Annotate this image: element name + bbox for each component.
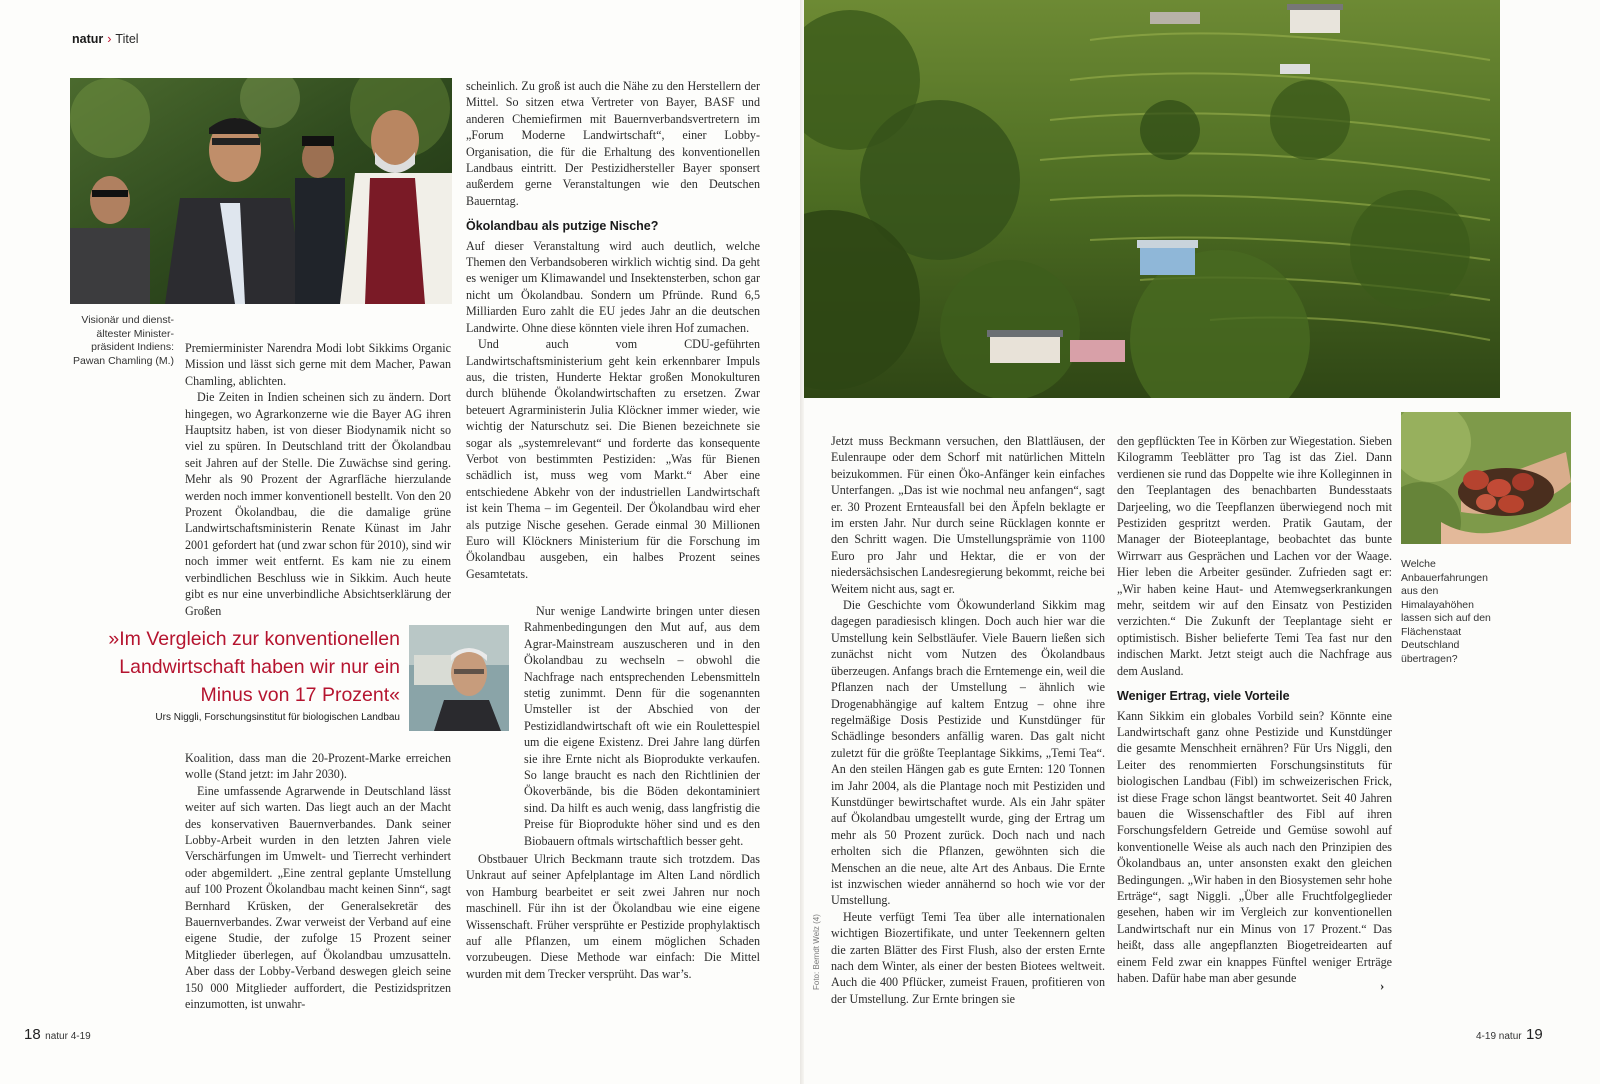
- paragraph: Obstbauer Ulrich Beckmann traute sich trotzdem. Das Unkraut auf seiner Apfelplantage im Alten Land nördlich von Hamburg bearbeitet er seit zwei Jahren nur noch maschinell. Für ihn ist der Ökolandbau wie eine eigene Wissenschaft. Früher versprühte er Pestizide prophylaktisch auf alle Pflanzen, um einem möglichen Schaden vorzubeugen. Diese Methode war einfach: Die Mittel wurden mit dem Trecker versprüht. Das war’s.: [466, 852, 760, 981]
- subheading-nische: Ökolandbau als putzige Nische?: [466, 219, 659, 234]
- page-number: 19: [1526, 1026, 1543, 1043]
- paragraph: Jetzt muss Beckmann versuchen, den Blattläusen, der Eulenraupe oder dem Schorf mit natürlichen Mitteln beizukommen. Für einen Öko-Anfänger kein einfaches Unterfangen. „Das ist wie nochmal neu anfangen“, sagt er. 30 Prozent Ernteausfall bei den Äpfeln beklagte er im ersten Jahr. Nur durch seine Rücklagen konnte er den Schritt wagen. Die Umstellungsprämie von 1100 Euro pro Jahr und Hektar, die er von der niedersächsischen Landesregierung bekommt, reiche bei Weitem nicht aus, sagt er.: [831, 434, 1105, 596]
- chevron-right-icon: ›: [107, 32, 112, 46]
- paragraph: Nur wenige Landwirte bringen unter diesen Rahmenbedingungen den Mut auf, aus dem Agrar-Mainstream auszuscheren und in den Ökolandbau zu wechseln – obwohl die Nachfrage nach entsprechenden Lebensmitteln stetig zunimmt. Denn für die sogenannten Umsteller ist der Abschied von der Pestizidlandwirtschaft oft wie ein Roulettespiel um die eigene Existenz. Drei Jahre lang dürfen sie ihre Ernte nicht als Bioprodukte verkaufen. So lange braucht es nach den Richtlinien der Ökoverbände, bis die Böden dekontaminiert sind. Da hilft es auch wenig, dass langfristig die Preise für Bioprodukte höher sind und es den Biobauern oftmals wirtschaftlich besser geht.: [524, 604, 760, 848]
- caption-potatoes: Welche Anbauerfahrungen aus den Himalayahöhen lassen sich auf den Flächenstaat Deutschland übertragen?: [1401, 558, 1491, 665]
- photo-credit: Foto: Berndt Welz (4): [812, 914, 821, 990]
- column-2-bottom: [466, 851, 760, 982]
- photo-hillside-image: [804, 0, 1500, 398]
- paragraph: Die Geschichte vom Ökowunderland Sikkim mag dagegen paradiesisch klingen. Doch auch hier war die Umstellung kein Selbstläufer. Viele Bauern ließen sich zunächst nicht vom Nutzen des Ökolandbaus überzeugen. Anfangs brach die Erntemenge ein, weil die Pflanzen nach der Umstellung – ähnlich wie Drogenabhängige auf kaltem Entzug – ohne ihre regelmäßige Dosis Pestizide und Kunstdünger für Schädlinge besonders anfällig waren. Das galt nicht zuletzt für die größte Teeplantage Sikkims, „Temi Tea“. An den steilen Hängen gab es gute Ernten: 120 Tonnen im Jahr 2004, als die Plantage noch mit Pestiziden und Kunstdünger bewirtschaftet wurde. Als ein Jahr später auf Ökolandbau umgestellt wurde, ging der Ertrag um mehr als 50 Prozent zurück. Doch nach und nach erholten sich die Pflanzen, gewöhnten sich die Menschen an die neue, alte Art des Anbaus. Die Ernte ist inzwischen wieder annähernd so hoch wie vor der Umstellung.: [831, 598, 1105, 908]
- issue-label: natur 4-19: [45, 1031, 91, 1042]
- photo-potatoes-hands: [1401, 412, 1571, 544]
- paragraph: Kann Sikkim ein globales Vorbild sein? Könnte eine Landwirtschaft ganz ohne Pestizide und Kunstdünger die gesamte Menschheit ernähren? Für Urs Niggli, den Leiter des renommierten Forschungsinstituts für biologischen Landbau (Fibl) im schweizerischen Frick, ist diese Frage schon längst beantwortet. Seit 40 Jahren bauen die Wissenschaftler des Fibl auf ihren Forschungsfeldern Getreide und Gemüse sowohl auf konventionelle Weise als auch nach den Prinzipien des Ökolandbaus an, unter ansonsten exakt den gleichen Bedingungen. „Wir haben in den Biosystemen sehr hohe Erträge“, sagt Niggli. „Über alle Fruchtfolgeglieder gesehen, haben wir im Vergleich zur konventionellen Landwirtschaft nur ein Minus von 17 Prozent.“ Das heißt, dass alle angepflanzten Biogetreidearten auf einem Feld zwar ein knappes Fünftel weniger Erträge haben. Dafür habe man aber gesunde: [1117, 708, 1392, 985]
- paragraph: den gepflückten Tee in Körben zur Wiegestation. Sieben Kilogramm Teeblätter pro Tag ist das Ziel. Dann verdienen sie rund das Doppelte wie ihre Kolleginnen in den Teeplantagen des benachbarten Bundesstaats Darjeeling, wo die Teepflanzen überwiegend noch mit Pestiziden gespritzt werden. Pratik Gautam, der Manager der Bioteeplantage, beobachtet das bunte Wirrwarr aus Gesprächen und Lachen vor der Waage. Hier leben die Arbeiter gesünder. Zufrieden sagt er: „Wir haben keine Haut- und Atemwegserkrankungen mehr, seitdem wir auf den Einsatz von Pestiziden verzichten.“ Die Zukunft der Teeplantage sieht er optimistisch. Bisher belieferte Temi Tea fast nur den indischen Markt. Jetzt steigt auch die Nachfrage aus dem Ausland.: [1117, 434, 1392, 678]
- caption-ministers: Visionär und dienst-ältester Minister-präsident Indiens: Pawan Chamling (M.): [73, 314, 174, 367]
- paragraph: scheinlich. Zu groß ist auch die Nähe zu den Herstellern der Mittel. So sitzen etwa Vertreter von Bayer, BASF und anderen Chemiefirmen mit Bauernverbandsvertretern im „Forum Moderne Landwirtschaft“, einer Lobby-Organisation, die für die Erhaltung des konventionellen Landbaus eintritt. Der Pestizidhersteller Bayer sponsert außerdem gerne Veranstaltungen wie den Deutschen Bauerntag.: [466, 79, 760, 208]
- portrait-image: [409, 625, 509, 731]
- pullquote-attribution: Urs Niggli, Forschungsinstitut für biologischen Landbau: [155, 712, 400, 723]
- section-label: natur: [72, 32, 104, 46]
- portrait-urs-niggli: [409, 625, 509, 731]
- paragraph: Und auch vom CDU-geführten Landwirtschaftsministerium geht kein erkennbarer Impuls aus, die tristen, Hunderte Hektar großen Monokulturen durch blühende Ökolandwirtschaften zu ersetzen. Zwar beteuert Agrarministerin Julia Klöckner immer wieder, wie wichtig der Naturschutz sei. Die Bienen bezeichnete sie sogar als „systemrelevant“ und forderte das konsequente Verbot von bestimmten Pestiziden: „Was für Bienen schädlich ist, muss weg vom Markt.“ Aber eine entschiedene Abkehr von der industriellen Landwirtschaft ist kein Thema – im Gegenteil. Der Ökolandbau wird eher als putzige Nische gesehen. Gerade einmal 30 Millionen Euro will Klöckners Ministerium für die Forschung im Ökolandbau ausgeben, ein halbes Prozent seines Gesamtetats.: [466, 337, 760, 581]
- pullquote: »Im Vergleich zur konventionellen Landwirtschaft haben wir nur ein Minus von 17 Prozent«: [108, 628, 400, 706]
- paragraph: Premierminister Narendra Modi lobt Sikkims Organic Mission und lässt sich gerne mit dem Macher, Pawan Chamling, ablichten.: [185, 341, 451, 388]
- photo-terraced-hillside: [804, 0, 1500, 398]
- paragraph: Koalition, dass man die 20-Prozent-Marke erreichen wolle (Stand jetzt: im Jahr 2030).: [185, 751, 451, 782]
- folio-right: [1476, 1026, 1543, 1044]
- column-3: [831, 433, 1105, 1007]
- subheading-ertrag: Weniger Ertrag, viele Vorteile: [1117, 689, 1290, 704]
- photo-ministers: [70, 78, 452, 304]
- subsection-label: Titel: [115, 32, 139, 46]
- running-head: [72, 32, 139, 46]
- column-2-lower-right: [524, 603, 760, 849]
- paragraph: Eine umfassende Agrarwende in Deutschland lässt weiter auf sich warten. Das liegt auch an der Macht des konservativen Bauernverbandes. Dank seiner Lobby-Arbeit wurden in den letzten Jahren viele Verschärfungen im Umwelt- und Tierrecht verhindert oder abgemildert. „Eine zentral geplante Umstellung auf 100 Prozent Ökolandbau macht keinen Sinn“, sagt Bernhard Krüsken, der Generalsekretär des Bauernverbandes. Zwar verweist der Verband auf eine eigene Studie, der zufolge 15 Prozent seiner Mitglieder überlegen, auf Ökolandbau umzusatteln. Aber dass der Lobby-Verband deswegen gleich seine 150 000 Mitglieder auffordert, die Pestizidspritzen einzumotten, ist unwahr-: [185, 783, 451, 1012]
- paragraph: Die Zeiten in Indien scheinen sich zu ändern. Dort hingegen, wo Agrarkonzerne wie die Bayer AG ihren Hauptsitz haben, ist von dieser Biodynamik nicht so viel zu spüren. In Deutschland tritt der Ökolandbau seit Jahren auf der Stelle. Die Zuwächse sind gering. Mehr als 90 Prozent der Agrarfläche hierzulande werden noch immer konventionell bestellt. Von den 20 Prozent Ökolandbau, die die damalige grüne Landwirtschaftsministerin Renate Künast im Jahr 2001 gefordert hat (und zwar schon für 2010), sind wir noch immer weit entfernt. Es kam nie zu einem verbindlichen Beschluss wie in Sikkim. Auch heute gibt es nur eine unverbindliche Absichtserklärung der Großen: [185, 390, 451, 618]
- column-4: [1117, 433, 1392, 986]
- page-number: 18: [24, 1026, 41, 1043]
- column-1-lower: [185, 750, 451, 1013]
- paragraph: Heute verfügt Temi Tea über alle internationalen wichtigen Biozertifikate, und unter Teekennern gelten die zarten Blätter des First Flush, also der ersten Ernte nach dem Winter, als einer der besten Biotees weltweit. Auch die 400 Pflücker, zumeist Frauen, profitieren von der Umstellung. Zur Ernte bringen sie: [831, 909, 1105, 1006]
- column-1-upper: [185, 340, 451, 619]
- paragraph: Auf dieser Veranstaltung wird auch deutlich, welche Themen den Verbandsoberen wirklich wichtig sind. Da geht es weniger um Klimawandel und Insektensterben, schon gar nicht um Ökolandbau. Sondern um Pfründe. Rund 6,5 Milliarden Euro zahlt die EU jedes Jahr an die deutschen Landwirte. Ohne diese könnten viele ihren Hof zumachen.: [466, 238, 760, 335]
- folio-left: [24, 1026, 91, 1044]
- column-2: [466, 78, 760, 582]
- photo-ministers-image: [70, 78, 452, 304]
- issue-label: 4-19 natur: [1476, 1031, 1522, 1042]
- photo-potatoes-image: [1401, 412, 1571, 544]
- continue-arrow-icon: ›: [1380, 978, 1385, 993]
- right-page: [804, 0, 1600, 1084]
